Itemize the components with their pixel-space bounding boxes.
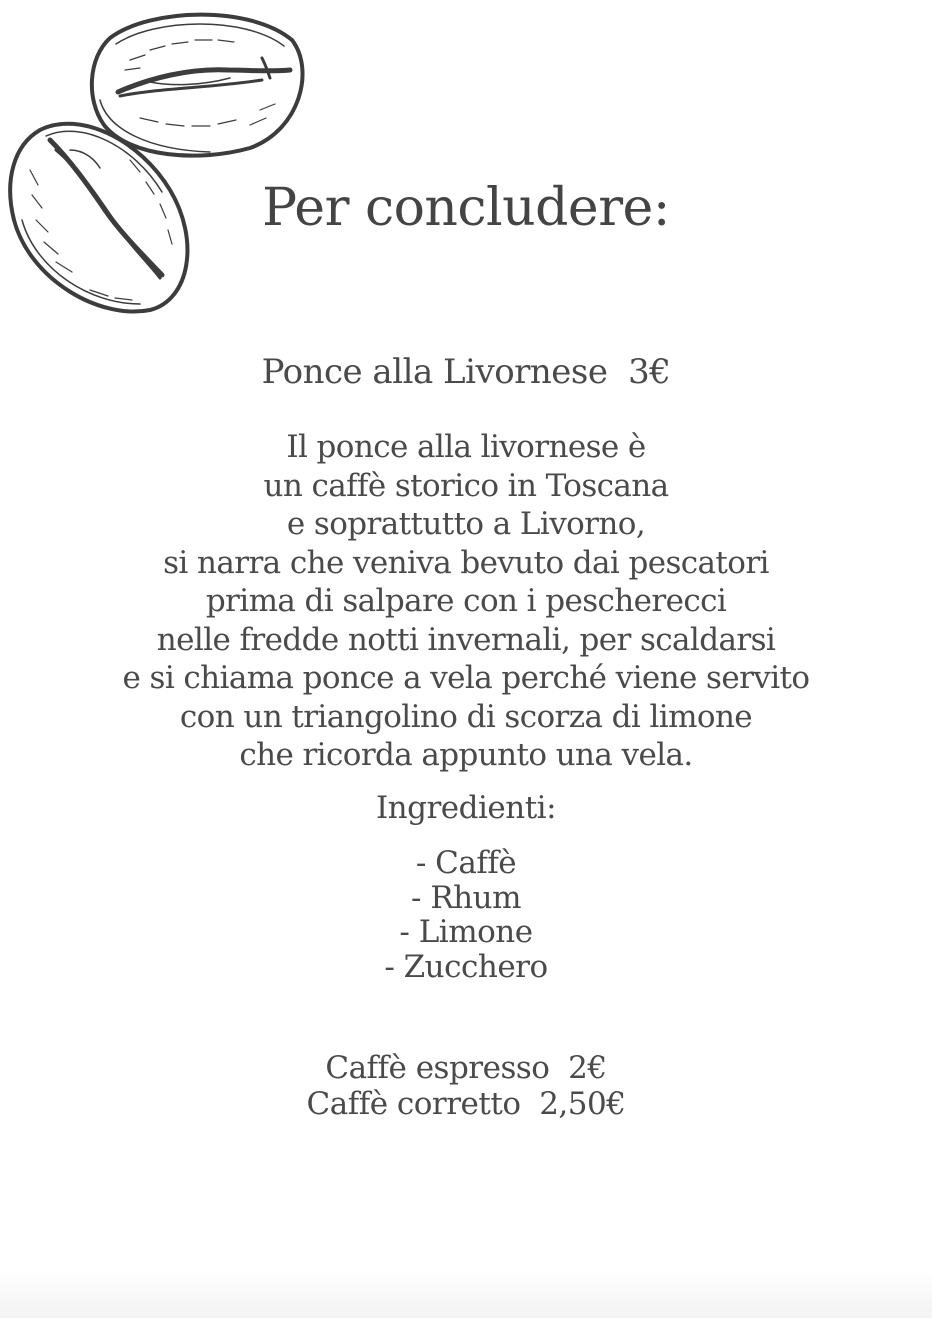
ingredient-item: - Caffè (415, 845, 517, 881)
description-line: con un triangolino di scorza di limone (179, 698, 753, 735)
item-name: Ponce alla Livornese (261, 352, 608, 392)
price-item-name: Caffè espresso (325, 1050, 550, 1086)
price-row (0, 1086, 932, 1122)
description-line: e si chiama ponce a vela perché viene servito (122, 660, 810, 696)
item-description (0, 428, 932, 775)
price-item-name: Caffè corretto (306, 1086, 521, 1122)
price-list (0, 1050, 932, 1122)
description-line: si narra che veniva bevuto dai pescatori (163, 544, 769, 581)
description-line: un caffè storico in Toscana (263, 467, 669, 504)
ingredient-item: - Zucchero (384, 948, 548, 985)
description-line: Il ponce alla livornese è (286, 429, 646, 465)
coffee-beans-illustration (0, 0, 310, 320)
page-title: Per concludere: (262, 178, 670, 238)
ingredients-label: Ingredienti: (375, 790, 557, 826)
ingredients-list (0, 846, 932, 984)
ingredient-item: - Rhum (411, 879, 521, 916)
price-item-value: 2,50€ (539, 1086, 626, 1122)
item-price: 3€ (628, 352, 671, 392)
price-row (0, 1050, 932, 1086)
ingredient-item: - Limone (399, 914, 533, 950)
description-line: e soprattutto a Livorno, (286, 506, 646, 542)
item-heading (0, 352, 932, 392)
description-line: nelle fredde notti invernali, per scaldarsi (156, 621, 776, 658)
description-line: prima di salpare con i pescherecci (205, 583, 727, 619)
description-line: che ricorda appunto una vela. (239, 737, 693, 773)
coffee-bean-top-icon (92, 15, 303, 156)
price-item-value: 2€ (568, 1050, 607, 1086)
